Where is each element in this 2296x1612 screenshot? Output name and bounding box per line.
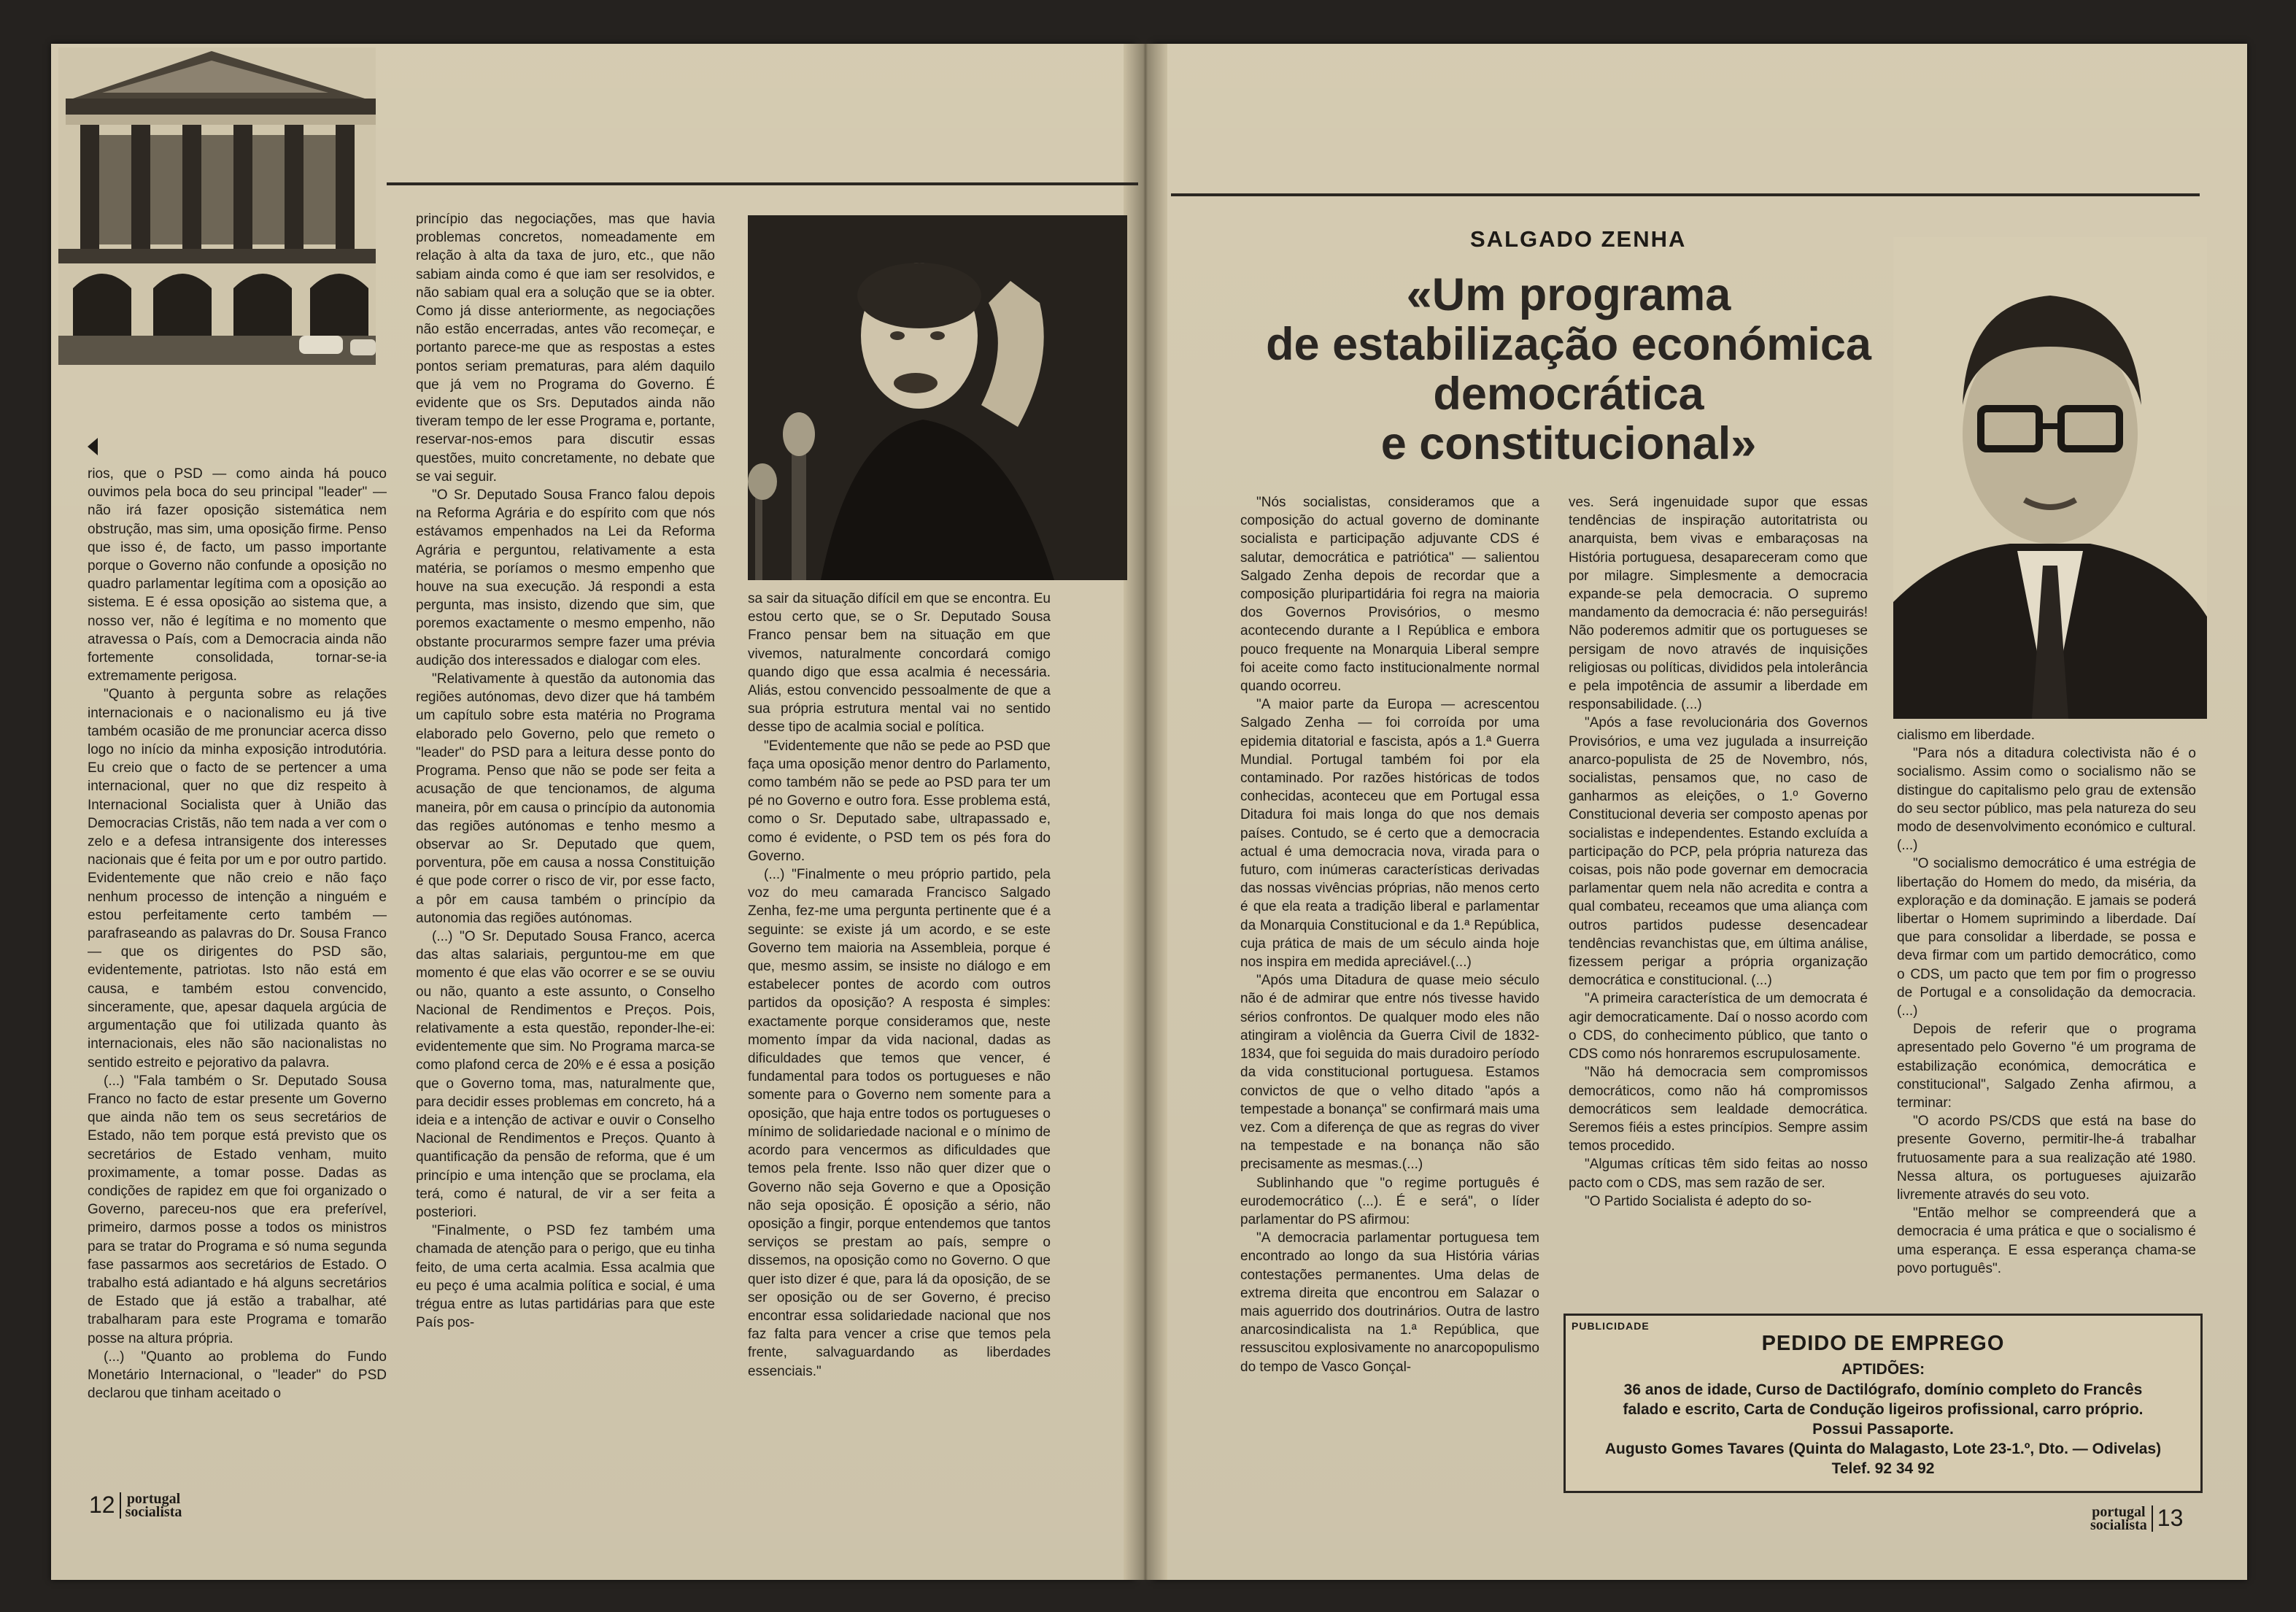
article-kicker: SALGADO ZENHA (1470, 226, 1687, 252)
continuation-arrow-icon (88, 438, 98, 455)
paragraph: ves. Será ingenuidade supor que essas tendências de inspiração autoritatrista ou anarquista, bem vivas e embaraçosas na História portuguesa, desapareceram como que por milagre. Simplesmente a democracia expande-se pela democracia. O supremo mandamento da democracia é: não perseguirás! Não poderemos admitir que os portugueses se persigam de novo através de inquisições religiosas ou políticas, divididos pela intolerância e pela impotência de assumir a liberdade em responsabilidade. (...) (1569, 495, 1868, 713)
binding-gutter (1124, 44, 1167, 1580)
classified-ad (1563, 1314, 2203, 1493)
paragraph: "Evidentemente que não se pede ao PSD que faça uma oposição menor dentro do Parlamento, como também não se pede ao PSD para ter um pé no Governo e outro fora. Esse problema está, como o Sr. Deputado sabe, ultrapassado e, como é evidente, o PSD tem os pés fora do Governo. (748, 738, 1051, 864)
paragraph: princípio das negociações, mas que havia problemas concretos, nomeadamente em relação à alta da taxa de juro, etc., que não sabiam ainda como é que iam ser resolvidos, e não sabiam qual era a solução que se ia obter. Como já disse anteriormente, as negociações não estão encerradas, antes vão recomeçar, e portanto parece-me que as respostas a estes pontos seriam prematuras, para além daquilo que já vem no Programa do Governo. É evidente que os Srs. Deputados ainda não tiveram tempo de ler esse Programa e, portante, reservar-nos-emos para discutir essas questões, muito concretamente, no debate que se vai seguir. (416, 212, 715, 485)
left-top-rule (387, 182, 1138, 185)
speaker-photo (748, 215, 1127, 580)
right-column-1 (1240, 493, 1539, 1511)
ad-line: falado e escrito, Carta de Condução ligeiros profissional, carro próprio. (1623, 1401, 2144, 1418)
paragraph: "Após a fase revolucionária dos Governos Provisórios, e uma vez jugulada a insurreição anarco-populista de 25 de Novembro, nós, socialistas, pensamos que, no caso de ganharmos as eleições, o 1.º Governo Constitucional deveria ser composto apenas por socialistas e independentes. Estando excluída a participação do PCP, pela própria natureza das coisas, pois não pode governar em democracia parlamentar quem nela não acredita e contra a qual combateu, receamos que uma aliança com outros partidos pudesse desencadear tendências revanchistas que, em última análise, fizessem perigar a própria organização democrática e constitucional. (...) (1569, 715, 1868, 989)
left-column-1 (88, 465, 387, 1476)
paragraph: "Para nós a ditadura colectivista não é o socialismo. Assim como o socialismo não se distingue do capitalismo pelo grau de extensão do seu sector público, mas pela natureza do seu modo de desenvolvimento económico e cultural. (...) (1897, 746, 2196, 854)
paragraph: "Não há democracia sem compromissos democráticos, como não há compromissos democráticos sem lealdade democrática. Seremos fiéis a estes princípios. Sempre assim temos procedido. (1569, 1065, 1868, 1154)
masthead-logo: portugal socialista (2090, 1503, 2147, 1533)
paragraph: Depois de referir que o programa apresentado pelo Governo "é um programa de estabilização económica, democrática e constitucional", Salgado Zenha afirmou, a terminar: (1897, 1022, 2196, 1111)
paragraph: "O Partido Socialista é adepto do so- (1585, 1193, 1812, 1209)
ad-line: Telef. 92 34 92 (1831, 1460, 1935, 1477)
paragraph: "A democracia parlamentar portuguesa tem encontrado ao longo da sua História várias contestações permanentes. Uma delas de extrema direita que encontrou em Salazar o mais aguerrido dos doutrinários. Outra de lastro anarcosindicalista na 1.ª República, que ressuscitou explosivamente no anarcopopulismo do tempo de Vasco Gonçal- (1240, 1230, 1539, 1375)
paragraph: "Algumas críticas têm sido feitas ao nosso pacto com o CDS, mas sem razão de ser. (1569, 1157, 1868, 1191)
paragraph: Sublinhando que "o regime português é eurodemocrático (...). É e será", o líder parlamentar do PS afirmou: (1240, 1175, 1539, 1227)
paragraph: (...) "O Sr. Deputado Sousa Franco, acerca das altas salariais, perguntou-me em que momento é que elas vão ocorrer e se se ouviu ou não, quanto a este assunto, o Conselho Nacional de Rendimentos e Preços. Pois, relativamente a esta questão, reponder-lhe-ei: evidentemente que sim. No Programa marca-se como plafond cerca de 20% e é essa a posição que o Governo toma, mas, naturalmente que, para decidir esses problemas em concreto, há a ideia e a intenção de activar e ouvir o Conselho Nacional de Rendimentos e Preços. Quanto à quantificação da pensão de reforma, que é um princípio e uma intenção que se proclama, ela terá, como é natural, de vir a ser feita a posteriori. (416, 928, 715, 1220)
ad-tag: PUBLICIDADE (1572, 1320, 1650, 1332)
paragraph: "O acordo PS/CDS que está na base do presente Governo, permitir-lhe-á trabalhar frutuosamente para a sua realização até 1980. Nessa altura, os portugueses ajuizarão livremente através do seu voto. (1897, 1114, 2196, 1203)
paragraph: (...) "Quanto ao problema do Fundo Monetário Internacional, o "leader" do PSD declarou que tinham aceitado o (88, 1349, 387, 1402)
right-column-3 (1897, 726, 2196, 1306)
paragraph: "Finalmente, o PSD fez também uma chamada de atenção para o perigo, que eu tinha feito, de uma certa acalmia. Essa acalmia que eu peço é uma acalmia política e social, é uma trégua entre as lutas partidárias para que este País pos- (416, 1223, 715, 1331)
ad-line: Augusto Gomes Tavares (Quinta do Malagasto, Lote 23-1.º, Dto. — Odivelas) (1604, 1441, 2162, 1457)
paragraph: sa sair da situação difícil em que se encontra. Eu estou certo que, se o Sr. Deputado Sousa Franco pensar bem na situação em que vivemos, naturalmente concordará comigo quando digo que essa acalmia é necessária. Aliás, estou convencido pessoalmente de que a sua própria estrutura mental vai no sentido desse tipo de acalmia social e política. (748, 591, 1051, 736)
ad-line: Possui Passaporte. (1812, 1421, 1954, 1438)
paragraph: "A maior parte da Europa — acrescentou Salgado Zenha — foi corroída por uma epidemia ditatorial e fascista, após a 1.ª Guerra Mundial. Portugal também foi por ela contaminado. Por razões históricas de todos conhecidas, aconteceu que em Portugal essa Ditadura foi mais longa do que nos demais países. Contudo, se é certo que a democracia actual é uma democracia nova, virada para o futuro, com inúmeras características derivadas das nossas vivências próprias, não menos certo é que ela reata a tradição liberal e parlamentar da Monarquia Constitucional e da 1.ª República, cuja prática de mais de um século ainda hoje nos inspira em medida apreciável.(...) (1240, 697, 1539, 971)
right-folio (2090, 1505, 2183, 1532)
paragraph: "Então melhor se compreenderá que a democracia é uma prática e que o socialismo é uma esperança. E essa esperança chama-se povo português". (1897, 1206, 2196, 1276)
page-number: 13 (2157, 1505, 2184, 1531)
left-column-3 (748, 590, 1051, 1480)
paragraph: "Relativamente à questão da autonomia das regiões autónomas, devo dizer que há também um capítulo sobre esta matéria no Programa elaborado pelo Governo, pelo que remeto o "leader" do PSD para a leitura desse ponto do Programa. Penso que não se pode ser feita a acusação de que tencionamos, de alguma maneira, pôr em causa o princípio da autonomia das regiões autónomas e tenho mesmo a observar ao Sr. Deputado que quem, porventura, põe em causa a nossa Constituição é que pode correr o risco de vir, por esse facto, a pôr em causa também o princípio da autonomia das regiões autónomas. (416, 671, 715, 926)
paragraph: "O socialismo democrático é uma estrégia de libertação do Homem do medo, da miséria, da exploração e da dominação. E jamais se poderá libertar o Homem suprimindo a liberdade. Daí que para consolidar a liberdade, se possa e deva firmar com um partido democrático, como o CDS, um pacto que tem por fim o progresso de Portugal e a consolidação da democracia. (...) (1897, 856, 2196, 1019)
ad-line: 36 anos de idade, Curso de Dactilógrafo, domínio completo do Francês (1623, 1381, 2143, 1398)
page-number: 12 (89, 1492, 115, 1518)
paragraph: "Quanto à pergunta sobre as relações internacionais e o nacionalismo eu já tive também ocasião de me pronunciar acerca disso logo no início da minha exposição introdutória. Eu creio que o facto de se pertencer a uma internacional, quer no que diz respeito à Internacional Socialista quer à União das Democracias Cristãs, não tem nada a ver com o zelo e a defesa intransigente dos interesses nacionais que é feita por um e por outro partido. Evidentemente que não creio e não faço nenhum processo de intenção a ninguém e estou perfeitamente certo também — parafraseando as palavras do Dr. Sousa Franco — que os dirigentes do PSD são, evidentemente, patriotas. Isto não está em causa, e também estou convencido, sinceramente, que, apesar daquela argúcia de argumentação que foi utilizada quanto às internacionais, eles não são nacionalistas no sentido estreito e pejorativo da palavra. (88, 687, 387, 1071)
paragraph: "A primeira característica de um democrata é agir democraticamente. Daí o nosso acordo com o CDS, do conhecimento público, que tanto o CDS como nós honraremos escrupulosamente. (1569, 991, 1868, 1063)
right-column-2 (1569, 493, 1868, 1303)
building-photo (58, 47, 376, 365)
paragraph: "Nós socialistas, consideramos que a composição do actual governo de dominante socialista e participação adjuvante CDS é salutar, democrática e patriótica" — salientou Salgado Zenha depois de recordar que a composição pluripartidária foi regra na maioria dos Governos Provisórios, o mesmo acontecendo durante a I República e embora pouco frequente na Monarquia Liberal sempre foi aceite como facto institucionalmente normal quando ocorreu. (1240, 495, 1539, 695)
ad-title: PEDIDO DE EMPREGO (1761, 1332, 2005, 1355)
right-top-rule (1171, 193, 2200, 196)
left-folio (89, 1492, 182, 1519)
paragraph: rios, que o PSD — como ainda há pouco ouvimos pela boca do seu principal "leader" — não irá fazer oposição sistemática nem obstrução, mas sim, uma oposição firme. Penso que isso é, de facto, um passo importante porque o Governo não confunde a oposição no quadro parlamentar legítima com a oposição ao sistema. E é essa oposição ao sistema que, a nosso ver, não é legítima e no momento que atravessa o País, com a Democracia ainda não fortemente consolidada, tornar-se-ia extremamente perigosa. (88, 466, 387, 684)
paragraph: "O Sr. Deputado Sousa Franco falou depois na Reforma Agrária e do espírito com que nós estávamos empenhados na Lei da Reforma Agrária e perguntou, relativamente a esta matéria, se poríamos o mesmo empenho que houve na sua execução. Já respondi a esta pergunta, mas insisto, dizendo que sim, que poremos exactamente o mesmo empenho, não obstante procurarmos sempre fazer uma prévia audição dos interessados e dialogar com eles. (416, 487, 715, 668)
masthead-logo: portugal socialista (125, 1490, 182, 1520)
paragraph: (...) "Finalmente o meu próprio partido, pela voz do meu camarada Francisco Salgado Zenha, fez-me uma pergunta pertinente que é a seguinte: se existe já um acordo, e se este Governo tem maioria na Assembleia, porque é que, mesmo assim, se insiste no diálogo e em estabelecer pontes de acordo com outros partidos da oposição? A resposta é simples: exactamente porque consideramos que, neste momento ímpar da vida nacional, dadas as dificuldades que temos que vencer, é fundamental para todos os portugueses e não somente para o Governo nem somente para a oposição, que haja entre todos os portugueses o mínimo de solidariedade nacional e o mínimo de acordo para vencermos as dificuldades que temos pela frente. Isso não quer dizer que o Governo não seja Governo e que a Oposição não seja oposição. É oposição a sério, não oposição a fingir, porque entendemos que tantos serviços se prestam ao país, sempre o dissemos, na oposição como no Governo. O que quer isto dizer é que, para lá da oposição, de se ser oposição ou de ser Governo, é preciso encontrar essa solidariedade nacional que nos faz falta para vencer a crise que temos pela frente, salvaguardando as liberdades essenciais." (748, 867, 1051, 1379)
paragraph: (...) "Fala também o Sr. Deputado Sousa Franco no facto de estar presente um Governo que ainda não tem os seus secretários de Estado, não tem porque está previsto que os secretários de Estado venham, muito proximamente, a tomar posse. Dadas as condições de rapidez em que foi organizado o Governo, pareceu-nos que era preferível, primeiro, darmos posse a todos os ministros para se tratar do Programa e só numa segunda fase passarmos aos secretários de Estado. O trabalho está adiantado e há alguns secretários de Estado que já estão a trabalhar, até trabalharam para este Programa e tomarão posse na altura própria. (88, 1073, 387, 1346)
article-headline: «Um programa de estabilização económica democrática e constitucional» (1266, 269, 1871, 469)
paragraph: "Após uma Ditadura de quase meio século não é de admirar que entre nós tivesse havido sérios confrontos. De qualquer modo eles não atingiram a violência da Guerra Civil de 1832-1834, que foi seguida do mais duradoiro período da vida constitucional portuguesa. Estamos convictos de que o velho ditado "após a tempestade a bonança" se confirmará mais uma vez. Com a diferença de que as regras do viver na tempestade e na bonança não são precisamente as mesmas.(...) (1240, 973, 1539, 1173)
paragraph: cialismo em liberdade. (1897, 728, 2036, 743)
left-column-2 (416, 210, 715, 1476)
ad-subtitle: APTIDÕES: (1841, 1361, 1925, 1378)
portrait-photo (1893, 237, 2207, 719)
